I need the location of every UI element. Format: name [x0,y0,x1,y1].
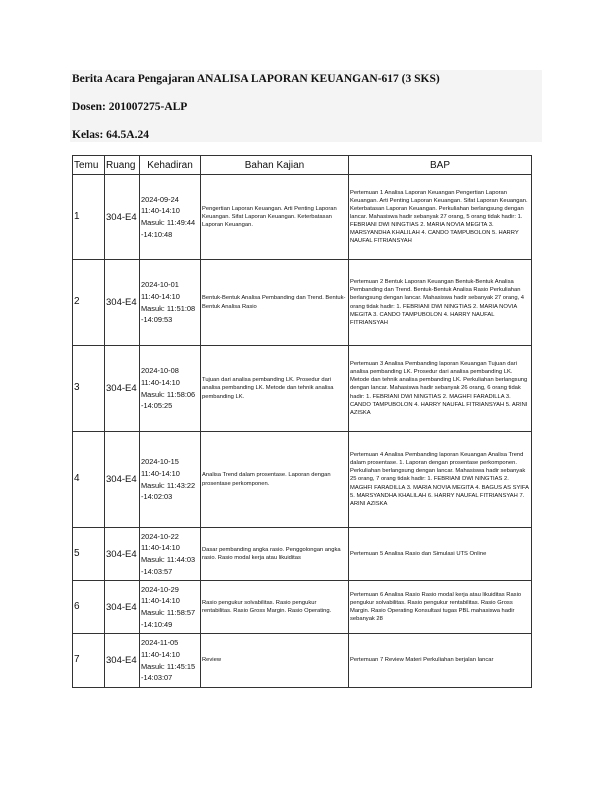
column-header-temu: Temu [73,156,105,175]
page-title: Berita Acara Pengajaran ANALISA LAPORAN KEUANGAN-617 (3 SKS) [72,73,440,85]
table-row [73,175,532,260]
cell-bahan-kajian: Rasio pengukur solvabilitas. Rasio pengukur rentabilitas. Rasio Gross Margin. Rasio Operating. [201,581,349,634]
cell-ruang: 304-E4 [105,528,140,581]
cell-kehadiran: 2024-10-29 11:40-14:10 Masuk: 11:58:57 -14:10:49 [140,581,201,634]
table-row [73,260,532,346]
cell-bap: Pertemuan 4 Analisa Pembanding laporan Keuangan Analisa Trend dalam prosentase. 1. Laporan dengan prosentase perkomponen. Perkuliahan berlangsung dengan lancar. Mahasiswa hadir sebanyak 25 orang, 7 orang tidak hadir: 1. FEBRIANI DWI NINGTIAS 2. MAGHFI FARADILLA 3. MARIA NOVIA MEGITA 4. BAGUS AS SYIFA 5. MARSYANDHA KHALILAH 6. HARRY NAUFAL FITRIANSYAH 7. ARINI AZISKA [349,432,532,528]
lecturer-line: Dosen: 201007275-ALP [72,101,188,113]
cell-bahan-kajian: Dasar pembanding angka rasio. Penggolongan angka rasio. Rasio modal kerja atau likuiditas [201,528,349,581]
table-row [73,634,532,688]
cell-ruang: 304-E4 [105,346,140,432]
cell-bap: Pertemuan 1 Analisa Laporan Keuangan Pengertian Laporan Keuangan. Arti Penting Laporan Keuangan. Sifat Laporan Keuangan. Keterbatasan Laporan Keuangan. Perkuliahan berlangsung dengan lancar. Mahasiswa hadir sebanyak 27 orang, 5 orang tidak hadir: 1. FEBRIANI DWI NINGTIAS 2. MARIA NOVIA MEGITA 3. MARSYANDHA KHALILAH 4. CANDO TAMPUBOLON 5. HARRY NAUFAL FITRIANSYAH [349,175,532,260]
cell-temu: 5 [73,528,105,581]
cell-temu: 3 [73,346,105,432]
cell-temu: 1 [73,175,105,260]
cell-ruang: 304-E4 [105,432,140,528]
cell-temu: 2 [73,260,105,346]
cell-bap: Pertemuan 3 Analisa Pembanding laporan Keuangan Tujuan dari analisa pembanding LK. Prosedur dari analisa pembanding LK. Metode dan tehnik analisa pembanding LK. Perkuliahan berlangsung dengan lancar. Mahasiswa hadir sebanyak 26 orang, 6 orang tidak hadir: 1. FEBRIANI DWI NINGTIAS 2. MAGHFI FARADILLA 3. CANDO TAMPUBOLON 4. HARRY NAUFAL FITRIANSYAH 5. ARINI AZISKA [349,346,532,432]
table-row [73,528,532,581]
table-row [73,581,532,634]
cell-ruang: 304-E4 [105,581,140,634]
cell-ruang: 304-E4 [105,175,140,260]
class-line: Kelas: 64.5A.24 [72,129,149,141]
cell-bap: Pertemuan 7 Review Materi Perkuliahan berjalan lancar [349,634,532,688]
cell-bahan-kajian: Pengertian Laporan Keuangan. Arti Penting Laporan Keuangan. Sifat Laporan Keuangan. Keterbatasan Laporan Keuangan. [201,175,349,260]
cell-bahan-kajian: Analisa Trend dalam prosentase. Laporan dengan prosentase perkomponen. [201,432,349,528]
teaching-record-table [72,155,532,688]
table-row [73,346,532,432]
column-header-ruang: Ruang [105,156,140,175]
cell-bap: Pertemuan 5 Analisa Rasio dan Simulasi UTS Online [349,528,532,581]
cell-kehadiran: 2024-10-15 11:40-14:10 Masuk: 11:43:22 -14:02:03 [140,432,201,528]
column-header-bahan-kajian: Bahan Kajian [201,156,349,175]
cell-temu: 6 [73,581,105,634]
cell-bahan-kajian: Tujuan dari analisa pembanding LK. Prosedur dari analisa pembanding LK. Metode dan tehnik analisa pembanding LK. [201,346,349,432]
table-header-row [73,156,532,175]
cell-temu: 7 [73,634,105,688]
table-row [73,432,532,528]
cell-bap: Pertemuan 6 Analisa Rasio Rasio modal kerja atau likuiditas Rasio pengukur solvabilitas. Rasio pengukur rentabilitas. Rasio Gross Margin. Rasio Operating Konsultasi tugas PBL mahasiswa hadir sebanyak 28 [349,581,532,634]
cell-bap: Pertemuan 2 Bentuk Laporan Keuangan Bentuk-Bentuk Analisa Pembanding dan Trend. Bentuk-Bentuk Analisa Rasio Perkuliahan berlangsung dengan lancar. Mahasiswa hadir sebanyak 27 orang, 4 orang tidak hadir: 1. FEBRIANI DWI NINGTIAS 2. MARIA NOVIA MEGITA 3. CANDO TAMPUBOLON 4. HARRY NAUFAL FITRIANSYAH [349,260,532,346]
column-header-kehadiran: Kehadiran [140,156,201,175]
cell-kehadiran: 2024-10-01 11:40-14:10 Masuk: 11:51:08 -14:09:53 [140,260,201,346]
cell-kehadiran: 2024-09-24 11:40-14:10 Masuk: 11:49:44 -14:10:48 [140,175,201,260]
cell-kehadiran: 2024-10-22 11:40-14:10 Masuk: 11:44:03 -14:03:57 [140,528,201,581]
cell-bahan-kajian: Review [201,634,349,688]
cell-kehadiran: 2024-11-05 11:40-14:10 Masuk: 11:45:15 -14:03:07 [140,634,201,688]
cell-bahan-kajian: Bentuk-Bentuk Analisa Pembanding dan Trend. Bentuk-Bentuk Analisa Rasio [201,260,349,346]
column-header-bap: BAP [349,156,532,175]
cell-ruang: 304-E4 [105,260,140,346]
cell-ruang: 304-E4 [105,634,140,688]
cell-temu: 4 [73,432,105,528]
cell-kehadiran: 2024-10-08 11:40-14:10 Masuk: 11:58:06 -14:05:25 [140,346,201,432]
